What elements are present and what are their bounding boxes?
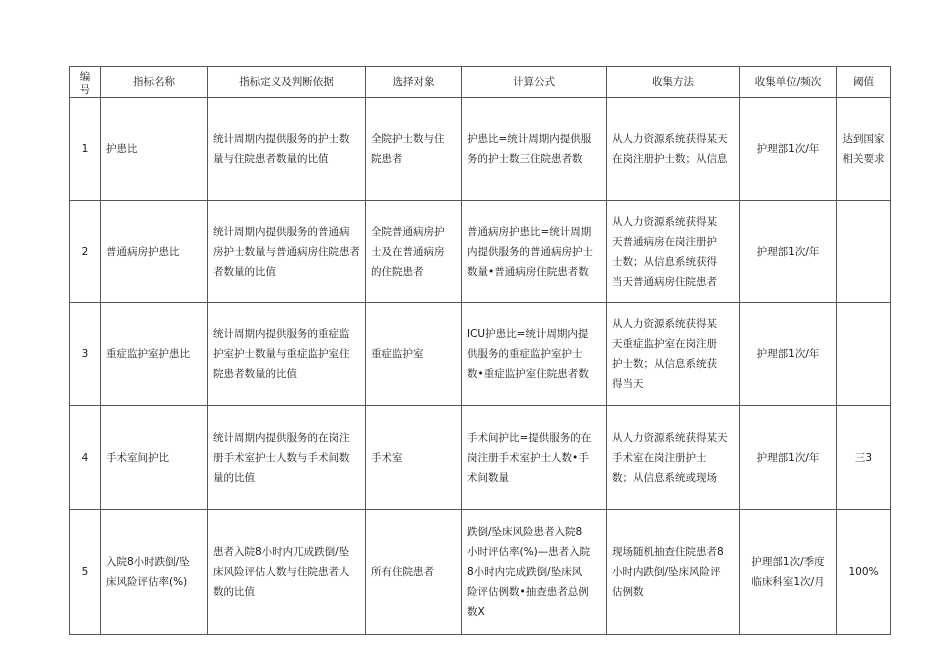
- cell-text-line: 护理部1次/年: [756, 245, 820, 258]
- cell-definition: [208, 303, 366, 406]
- table-body: [70, 98, 891, 635]
- cell-text-line: 全院普通病房护: [371, 225, 445, 238]
- cell-text-line: 护理部1次/年: [756, 451, 820, 464]
- cell-formula: [462, 201, 607, 303]
- cell-text-line: 内提供服务的普通病房护士: [467, 245, 593, 258]
- cell-no: 5: [70, 510, 101, 635]
- cell-text-line: 从人力资源系统获得某天: [612, 431, 728, 444]
- cell-threshold: [837, 303, 891, 406]
- cell-formula: [462, 510, 607, 635]
- table-header-row: [70, 67, 891, 98]
- cell-definition: [208, 201, 366, 303]
- cell-text-line: 天重症监护室在岗注册: [612, 338, 717, 350]
- cell-target: [366, 98, 462, 201]
- cell-text-line: 入院8小时跌倒/坠: [106, 556, 190, 568]
- cell-text-line: 护室护士数量与重症监护室住: [213, 348, 350, 360]
- cell-method: [607, 201, 740, 303]
- cell-no: 3: [70, 303, 101, 406]
- cell-text-line: 的住院患者: [371, 265, 424, 278]
- cell-no: 2: [70, 201, 101, 303]
- indicator-table: [69, 66, 891, 635]
- cell-no: 4: [70, 406, 101, 510]
- header-formula: 计算公式: [462, 67, 607, 98]
- cell-text-line: 院患者: [371, 153, 403, 165]
- header-no: 编号: [70, 67, 101, 98]
- cell-definition: [208, 98, 366, 201]
- cell-name: [101, 98, 208, 201]
- cell-unit: [740, 510, 837, 635]
- cell-unit: [740, 98, 837, 201]
- cell-unit: [740, 303, 837, 406]
- cell-threshold: [837, 201, 891, 303]
- cell-threshold: [837, 98, 891, 201]
- cell-text-line: 估例数: [612, 586, 644, 598]
- cell-text-line: 患者入院8小时内兀成跌倒/坠: [213, 546, 350, 558]
- cell-text-line: 现场随机抽查住院患者8: [612, 546, 724, 558]
- cell-text-line: 护士数；从信息系统获: [612, 358, 717, 370]
- cell-formula: [462, 303, 607, 406]
- cell-formula: [462, 406, 607, 510]
- cell-text-line: 册手术室护士人数与手术间数: [213, 451, 350, 464]
- cell-method: [607, 406, 740, 510]
- cell-text-line: 统计周期内提供服务的重症监: [213, 328, 350, 340]
- cell-text-line: 量与住院患者数量的比值: [213, 153, 329, 165]
- cell-text-line: 相关要求: [842, 153, 885, 165]
- cell-threshold: [837, 510, 891, 635]
- cell-text-line: 全院护士数与住: [371, 133, 445, 145]
- cell-text-line: 床风险评估率(%): [106, 576, 188, 588]
- cell-text-line: 所有住院患者: [371, 566, 434, 578]
- cell-target: [366, 303, 462, 406]
- cell-text-line: 院患者数量的比值: [213, 368, 297, 380]
- cell-text-line: 数量•普通病房住院患者数: [467, 265, 589, 278]
- cell-text-line: 重症监护室: [371, 348, 424, 360]
- cell-text-line: 临床科室1次/月: [751, 576, 825, 588]
- table-row: [70, 510, 891, 635]
- cell-text-line: 普通病房护患比=统计周期: [467, 225, 592, 238]
- cell-text-line: 护患比=统计周期内提供服: [467, 133, 592, 145]
- cell-formula: [462, 98, 607, 201]
- cell-text-line: 达到国家: [842, 133, 885, 145]
- cell-method: [607, 510, 740, 635]
- cell-text-line: 术间数量: [467, 471, 509, 484]
- cell-text-line: 从人力资源系统获得某: [612, 318, 717, 330]
- cell-text-line: 天普通病房在岗注册护: [612, 235, 717, 248]
- header-threshold: 阈值: [837, 67, 891, 98]
- header-definition: 指标定义及判断依据: [208, 67, 366, 98]
- cell-text-line: 护理部1次/年: [756, 143, 820, 155]
- cell-text-line: 重症监护室护患比: [106, 348, 190, 360]
- cell-text-line: 士及在普通病房: [371, 245, 445, 258]
- cell-text-line: ICU护患比=统计周期内提: [467, 328, 589, 340]
- cell-text-line: 小时内跌倒/坠床风险评: [612, 566, 721, 578]
- cell-text-line: 岗注册手术室护士人数•手: [467, 451, 589, 464]
- cell-definition: [208, 406, 366, 510]
- cell-method: [607, 303, 740, 406]
- cell-text-line: 护患比: [106, 143, 138, 155]
- cell-name: [101, 510, 208, 635]
- cell-text-line: 从人力资源系统获得某天: [612, 133, 728, 145]
- cell-text-line: 数X: [467, 606, 485, 618]
- cell-text-line: 手术室在岗注册护士: [612, 451, 707, 464]
- table-row: [70, 98, 891, 201]
- cell-text-line: 护理部1次/季度: [751, 556, 825, 568]
- cell-target: [366, 510, 462, 635]
- header-name: 指标名称: [101, 67, 208, 98]
- cell-text-line: 在岗注册护士数；从信息: [612, 153, 728, 165]
- cell-name: [101, 303, 208, 406]
- cell-text-line: 得当天: [612, 378, 644, 390]
- cell-text-line: 士数；从信息系统获得: [612, 255, 717, 268]
- table-row: [70, 201, 891, 303]
- cell-text-line: 务的护士数三住院患者数: [467, 153, 583, 165]
- cell-text-line: 跌倒/坠床风险患者入院8: [467, 526, 583, 538]
- header-target: 选择对象: [366, 67, 462, 98]
- cell-target: [366, 201, 462, 303]
- cell-text-line: 床风险评估人数与住院患者人: [213, 566, 350, 578]
- cell-text-line: 险评估例数•抽查患者总例: [467, 586, 589, 598]
- cell-text-line: 统计周期内提供服务的护士数: [213, 133, 350, 145]
- cell-text-line: 房护士数量与普通病房住院患者: [213, 245, 360, 258]
- cell-text-line: 手术间护比=提供服务的在: [467, 431, 592, 444]
- header-method: 收集方法: [607, 67, 740, 98]
- cell-text-line: 护理部1次/年: [756, 348, 820, 360]
- cell-name: [101, 406, 208, 510]
- cell-text-line: 统计周期内提供服务的在岗注: [213, 431, 350, 444]
- cell-text-line: 三3: [854, 451, 873, 464]
- cell-unit: [740, 406, 837, 510]
- header-unit: 收集单位/频次: [740, 67, 837, 98]
- cell-method: [607, 98, 740, 201]
- cell-target: [366, 406, 462, 510]
- cell-unit: [740, 201, 837, 303]
- cell-text-line: 小时评估率(%)—患者入院: [467, 546, 591, 558]
- table-row: [70, 406, 891, 510]
- cell-no: 1: [70, 98, 101, 201]
- cell-name: [101, 201, 208, 303]
- cell-threshold: [837, 406, 891, 510]
- cell-text-line: 量的比值: [213, 471, 255, 484]
- cell-text-line: 数•重症监护室住院患者数: [467, 368, 589, 380]
- cell-text-line: 8小时内完成跌倒/坠床风: [467, 566, 583, 578]
- cell-text-line: 当天普通病房住院患者: [612, 275, 717, 288]
- cell-text-line: 普通病房护患比: [106, 245, 180, 258]
- cell-text-line: 100%: [848, 566, 879, 578]
- table-row: [70, 303, 891, 406]
- cell-definition: [208, 510, 366, 635]
- cell-text-line: 者数量的比值: [213, 265, 276, 278]
- cell-text-line: 统计周期内提供服务的普通病: [213, 225, 350, 238]
- cell-text-line: 手术室间护比: [106, 451, 169, 464]
- cell-text-line: 从人力资源系统获得某: [612, 215, 717, 228]
- cell-text-line: 数的比值: [213, 586, 255, 598]
- cell-text-line: 数；从信息系统或现场: [612, 471, 717, 484]
- cell-text-line: 供服务的重症监护室护士: [467, 348, 583, 360]
- cell-text-line: 手术室: [371, 451, 403, 464]
